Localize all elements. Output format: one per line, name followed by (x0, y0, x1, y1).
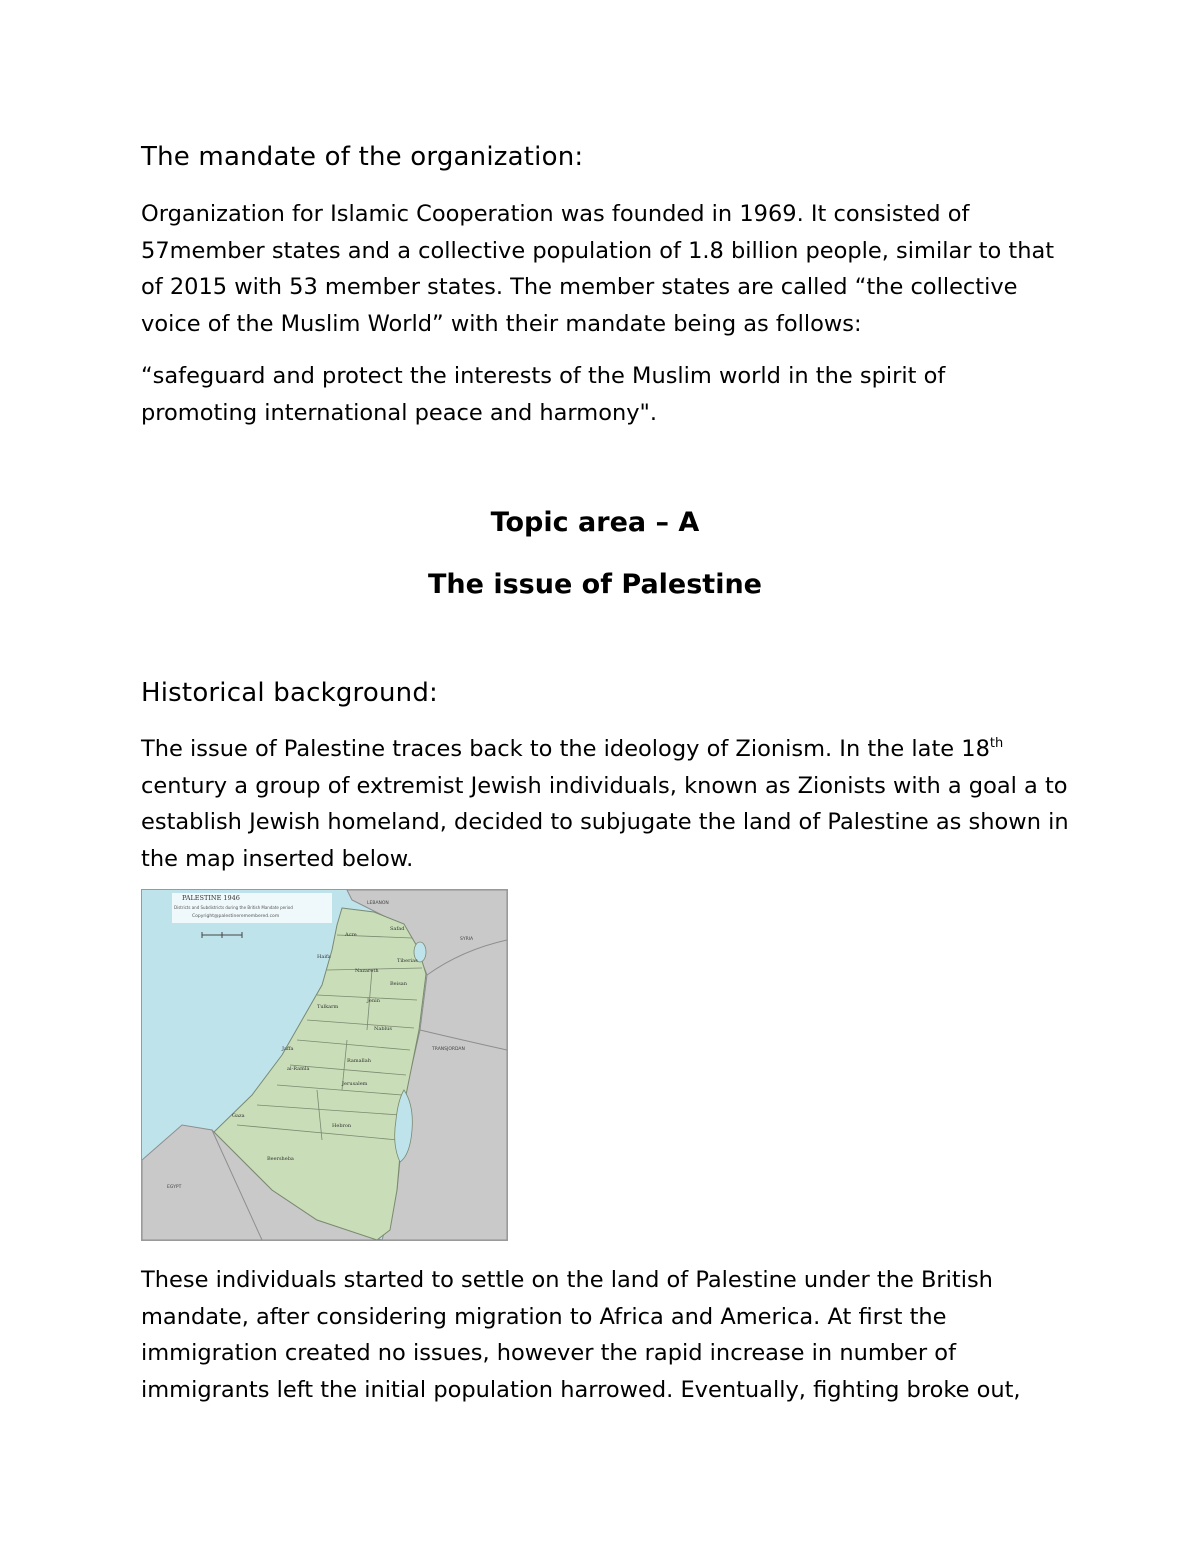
text-line: mandate, after considering migration to Africa and America. At first the (141, 1303, 947, 1330)
map-label: Jenin (367, 998, 381, 1004)
topic-area-title: Topic area – A (490, 507, 700, 538)
map-label: Hebron (332, 1123, 352, 1129)
superscript-th: th (989, 735, 1004, 751)
map-label: al-Ramla (287, 1066, 310, 1072)
map-label: Safad (390, 926, 405, 932)
text-line: 57member states and a collective population of 1.8 billion people, similar to that (141, 237, 1055, 264)
text-line: of 2015 with 53 member states. The member states are called “the collective (141, 274, 1018, 300)
text-line: immigrants left the initial population harrowed. Eventually, fighting broke out, (141, 1376, 1021, 1403)
text-line: Organization for Islamic Cooperation was founded in 1969. It consisted of (141, 201, 970, 227)
text-line (141, 731, 1071, 768)
mandate-quote (141, 358, 1071, 431)
map-label: Tiberias (397, 958, 418, 964)
text-line: establish Jewish homeland, decided to subjugate the land of Palestine as shown in (141, 809, 1069, 835)
map-label: Beisan (390, 981, 407, 987)
text-line: immigration created no issues, however the rapid increase in number of (141, 1340, 956, 1366)
map-label: Nablus (374, 1026, 392, 1032)
map-label: EGYPT (167, 1185, 182, 1190)
palestine-map-image (141, 889, 508, 1241)
map-label: Acre (345, 932, 357, 938)
map-label: Ramallah (347, 1058, 371, 1064)
history-paragraph (141, 731, 1071, 877)
map-label: TRANSJORDAN (432, 1047, 465, 1052)
palestine-map-svg (142, 890, 507, 1240)
map-label: Jaffa (282, 1046, 294, 1052)
mandate-heading: The mandate of the organization: (141, 142, 584, 172)
mandate-paragraph (141, 196, 1071, 342)
text-line: voice of the Muslim World” with their mandate being as follows: (141, 310, 862, 337)
text-line: the map inserted below. (141, 845, 414, 872)
text-line: These individuals started to settle on the land of Palestine under the British (141, 1267, 993, 1293)
map-label: Haifa (317, 954, 331, 960)
map-label: Gaza (232, 1113, 245, 1119)
map-label: Nazareth (355, 968, 379, 974)
text-fragment: The issue of Palestine traces back to the ideology of Zionism. In the late 18 (141, 736, 990, 762)
settlement-paragraph (141, 1262, 1071, 1408)
text-line: promoting international peace and harmony". (141, 399, 658, 426)
map-label: Beersheba (267, 1156, 294, 1162)
map-label: SYRIA (460, 937, 474, 942)
map-label: Jerusalem (342, 1081, 368, 1087)
historical-background-heading: Historical background: (141, 678, 438, 708)
text-line: “safeguard and protect the interests of the Muslim world in the spirit of (141, 363, 946, 389)
map-subtitle: Districts and Subdistricts during the British Mandate period (174, 905, 293, 910)
map-label: Tulkarm (317, 1004, 339, 1010)
map-label: LEBANON (367, 901, 389, 906)
map-copyright: Copyright@palestineremembered.com (192, 914, 280, 919)
text-line: century a group of extremist Jewish individuals, known as Zionists with a goal a to (141, 772, 1068, 799)
map-title: PALESTINE 1946 (182, 894, 240, 902)
topic-issue-title: The issue of Palestine (428, 569, 762, 600)
